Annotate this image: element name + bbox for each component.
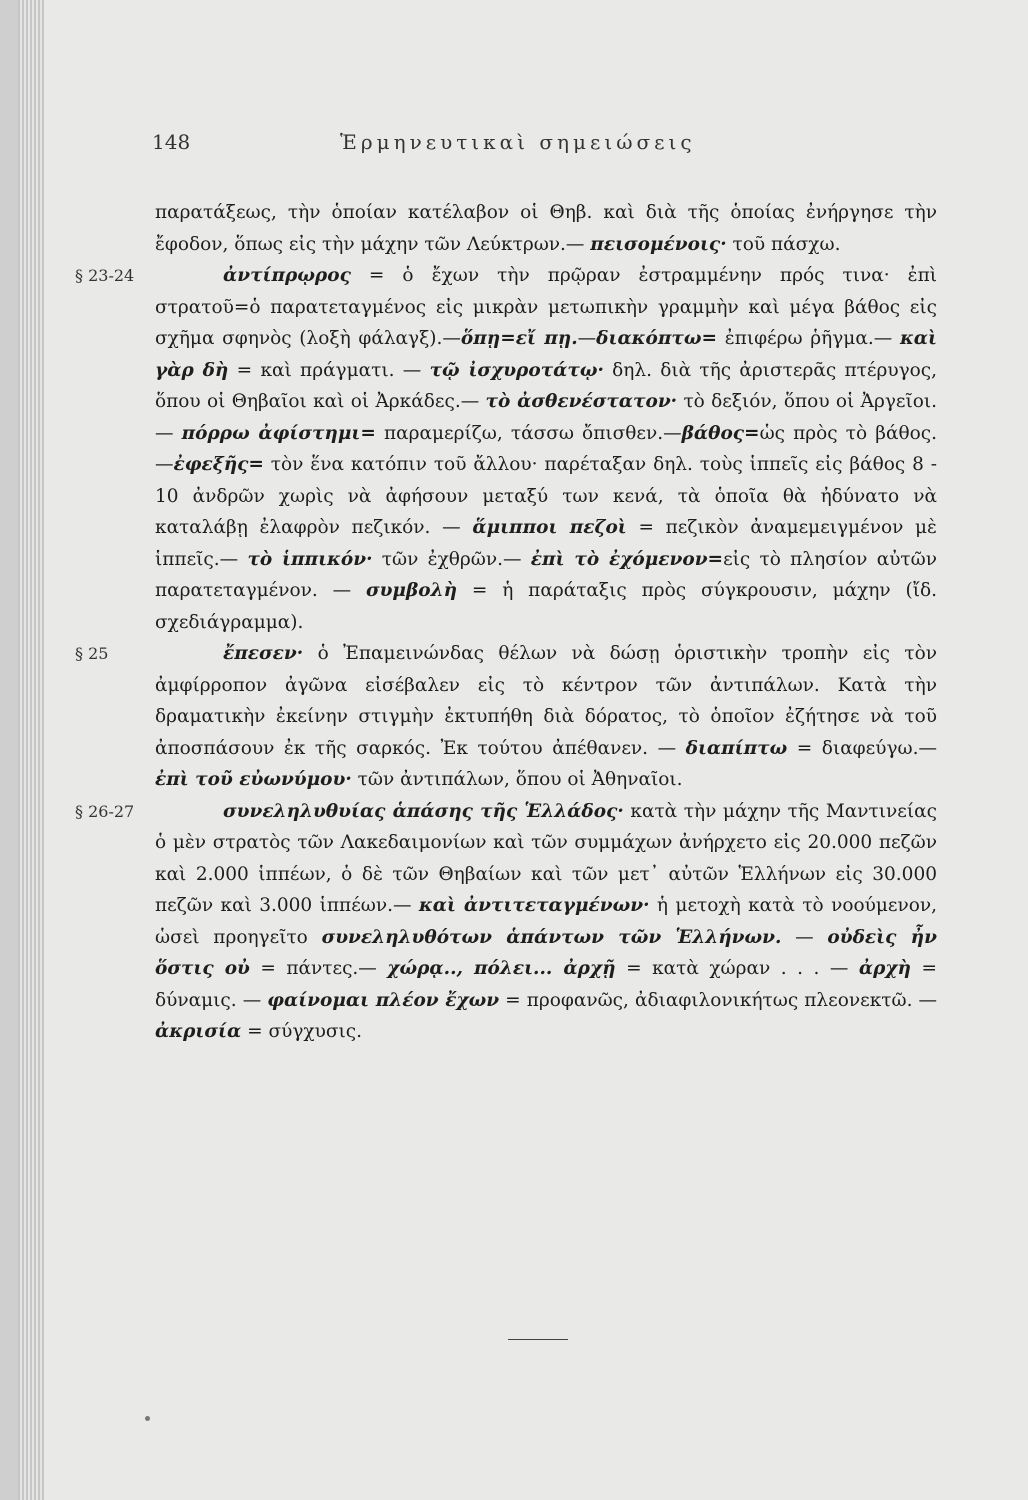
lemma-term: ἔπεσεν· xyxy=(223,643,304,664)
gloss-text: = ἡ παράταξις πρὸς σύγκρουσιν, μάχην (ἴδ. σχεδιάγραμμα). xyxy=(155,580,937,633)
lemma-term: καὶ γὰρ δὴ xyxy=(155,328,937,381)
page-edges xyxy=(18,0,44,1500)
section-number: § 26-27 xyxy=(75,801,135,821)
gloss-text: δηλ. διὰ τῆς ἀριστερᾶς πτέρυγος, ὅπου οἱ Θηβαῖοι καὶ οἱ Ἀρκάδες.— xyxy=(155,359,938,412)
gloss-text: = ὁ ἔχων τὴν πρῷραν ἐστραμμένην πρός τινα· ἐπὶ στρατοῦ=ὁ παρατεταγμένος εἰς μικρὰν μετωπικὴν γραμμὴν καὶ μέγα βάθος εἰς σχῆμα σφηνὸς (λοξὴ φάλαγξ).— xyxy=(155,265,937,349)
lemma-term: τῷ ἰσχυροτάτῳ· xyxy=(429,359,604,381)
gloss-text: τοῦ πάσχω. xyxy=(726,233,841,255)
section-body xyxy=(155,260,937,638)
commentary-text xyxy=(75,197,938,1048)
lemma-term: τὸ ἀσθενέστατον· xyxy=(485,391,678,412)
gloss-text: παραμερίζω, τάσσω ὄπισθεν.— xyxy=(375,422,682,444)
gloss-text: = πεζικὸν ἀναμεμειγμένον μὲ ἱππεῖς.— xyxy=(155,517,937,570)
lemma-term: ἐπὶ τοῦ εὐωνύμου· xyxy=(155,769,352,790)
gloss-text: = πάντες.— xyxy=(249,958,388,979)
lemma-term: ἀρχὴ xyxy=(858,958,912,979)
gloss-text: τὸν ἕνα κατόπιν τοῦ ἄλλου· παρέταξαν δηλ. τοὺς ἱππεῖς εἰς βάθος 8 - 10 ἀνδρῶν χωρὶς νὰ ἀφήσουν μεταξύ των κενά, τὰ ὁποῖα θὰ ἠδύνατο νὰ καταλάβῃ ἐλαφρὸν πεζικόν. — xyxy=(155,454,937,538)
gloss-text: = σύγχυσις. xyxy=(241,1021,362,1042)
section-body xyxy=(155,638,937,796)
lemma-term: ἐπὶ τὸ ἐχόμενον= xyxy=(530,548,724,570)
gloss-text: = διαφεύγω.— xyxy=(787,737,937,759)
gloss-text: τὸ δεξιόν, ὅπου οἱ Ἀργεῖοι.— xyxy=(155,391,937,444)
running-title: Ἑρμηνευτικαὶ σημειώσεις xyxy=(340,130,696,154)
lemma-term: συνεληλυθυίας ἁπάσης τῆς Ἑλλάδος· xyxy=(223,800,624,822)
lemma-term: ἀκρισία xyxy=(155,1021,242,1042)
page-mark xyxy=(145,1416,150,1421)
lemma-term: ὅπῃ=εἴ πῃ. xyxy=(460,328,578,349)
section-body xyxy=(155,796,937,1048)
gloss-text: κατὰ τὴν μάχην τῆς Μαντινείας ὁ μὲν στρατὸς τῶν Λακεδαιμονίων καὶ τῶν συμμάχων ἀνήρχετο εἰς 20.000 πεζῶν καὶ 2.000 ἱππέων, ὁ δὲ τῶν Θηβαίων καὶ τῶν μετ᾽ αὐτῶν Ἑλλήνων εἰς 30.000 πεζῶν καὶ 3.000 ἱππέων.— xyxy=(155,800,937,916)
gloss-text: εἰς τὸ πλησίον αὐτῶν παρατεταγμένον. — xyxy=(155,548,938,601)
lemma-term: διακόπτω= xyxy=(596,328,717,349)
gloss-text: = καὶ πράγματι. — xyxy=(228,359,430,381)
gloss-text: = δύναμις. — xyxy=(155,958,938,1011)
lemma-term: πεισομένοις· xyxy=(590,233,727,255)
lemma-term: ἀντίπρῳρος xyxy=(223,265,351,286)
gloss-text: παρατάξεως, τὴν ὁποίαν κατέλαβον οἱ Θηβ. καὶ διὰ τῆς ὁποίας ἐνήργησε τὴν ἔφοδον, ὅπως εἰς τὴν μάχην τῶν Λεύκτρων.— xyxy=(155,202,937,255)
gloss-text: ἐπιφέρω ῥῆγμα.— xyxy=(717,328,900,349)
section-number: § 25 xyxy=(75,644,109,663)
lemma-term: διαπίπτω xyxy=(685,737,788,759)
page-number: 148 xyxy=(152,130,191,154)
lemma-term: ἐφεξῆς= xyxy=(173,454,264,475)
lemma-term: ἅμιπποι πεζοὶ xyxy=(472,517,627,538)
section-number: § 23-24 xyxy=(75,266,135,285)
gloss-text: τῶν ἐχθρῶν.— xyxy=(372,548,531,570)
end-rule xyxy=(508,1339,568,1340)
gloss-text: ὡς πρὸς τὸ βάθος.— xyxy=(155,422,937,475)
lemma-term: οὐδεὶς ἦν ὅστις οὐ xyxy=(155,926,937,979)
gloss-text: — xyxy=(577,328,597,349)
gloss-text: = κατὰ χώραν . . . — xyxy=(615,958,859,979)
lemma-term: συνεληλυθότων ἁπάντων τῶν Ἑλλήνων. xyxy=(321,926,782,948)
section-body xyxy=(155,197,937,260)
commentary-section xyxy=(75,260,938,638)
gloss-text: = προφανῶς, ἀδιαφιλονικήτως πλεονεκτῶ. — xyxy=(499,989,938,1011)
lemma-term: τὸ ἱππικόν· xyxy=(247,548,373,570)
commentary-section xyxy=(75,796,938,1048)
gloss-text: ὁ Ἐπαμεινώνδας θέλων νὰ δώσῃ ὁριστικὴν τροπὴν εἰς τὸν ἀμφίρροπον ἀγῶνα εἰσέβαλεν εἰς τὸ κέντρον τῶν ἀντιπάλων. Κατὰ τὴν δραματικὴν ἐκείνην στιγμὴν ἐκτυπήθη διὰ δόρατος, τὸ ὁποῖον ἐζήτησε νὰ τοῦ ἀποσπάσουν ἐκ τῆς σαρκός. Ἐκ τούτου ἀπέθανεν. — xyxy=(155,643,937,759)
lemma-term: φαίνομαι πλέον ἔχων xyxy=(267,989,500,1011)
lemma-term: χώρᾳ.., πόλει... ἀρχῇ xyxy=(387,958,616,979)
lemma-term: συμβολὴ xyxy=(365,580,458,601)
gloss-text: τῶν ἀντιπάλων, ὅπου οἱ Ἀθηναῖοι. xyxy=(351,769,683,790)
commentary-section xyxy=(75,638,937,796)
gloss-text: ἡ μετοχὴ κατὰ τὸ νοούμενον, ὡσεὶ προηγεῖτο xyxy=(155,895,937,948)
lemma-term: βάθος= xyxy=(681,422,760,444)
lemma-term: πόρρω ἀφίστημι= xyxy=(181,422,376,444)
gloss-text: — xyxy=(781,926,828,948)
commentary-section xyxy=(155,197,937,260)
lemma-term: καὶ ἀντιτεταγμένων· xyxy=(418,895,650,916)
